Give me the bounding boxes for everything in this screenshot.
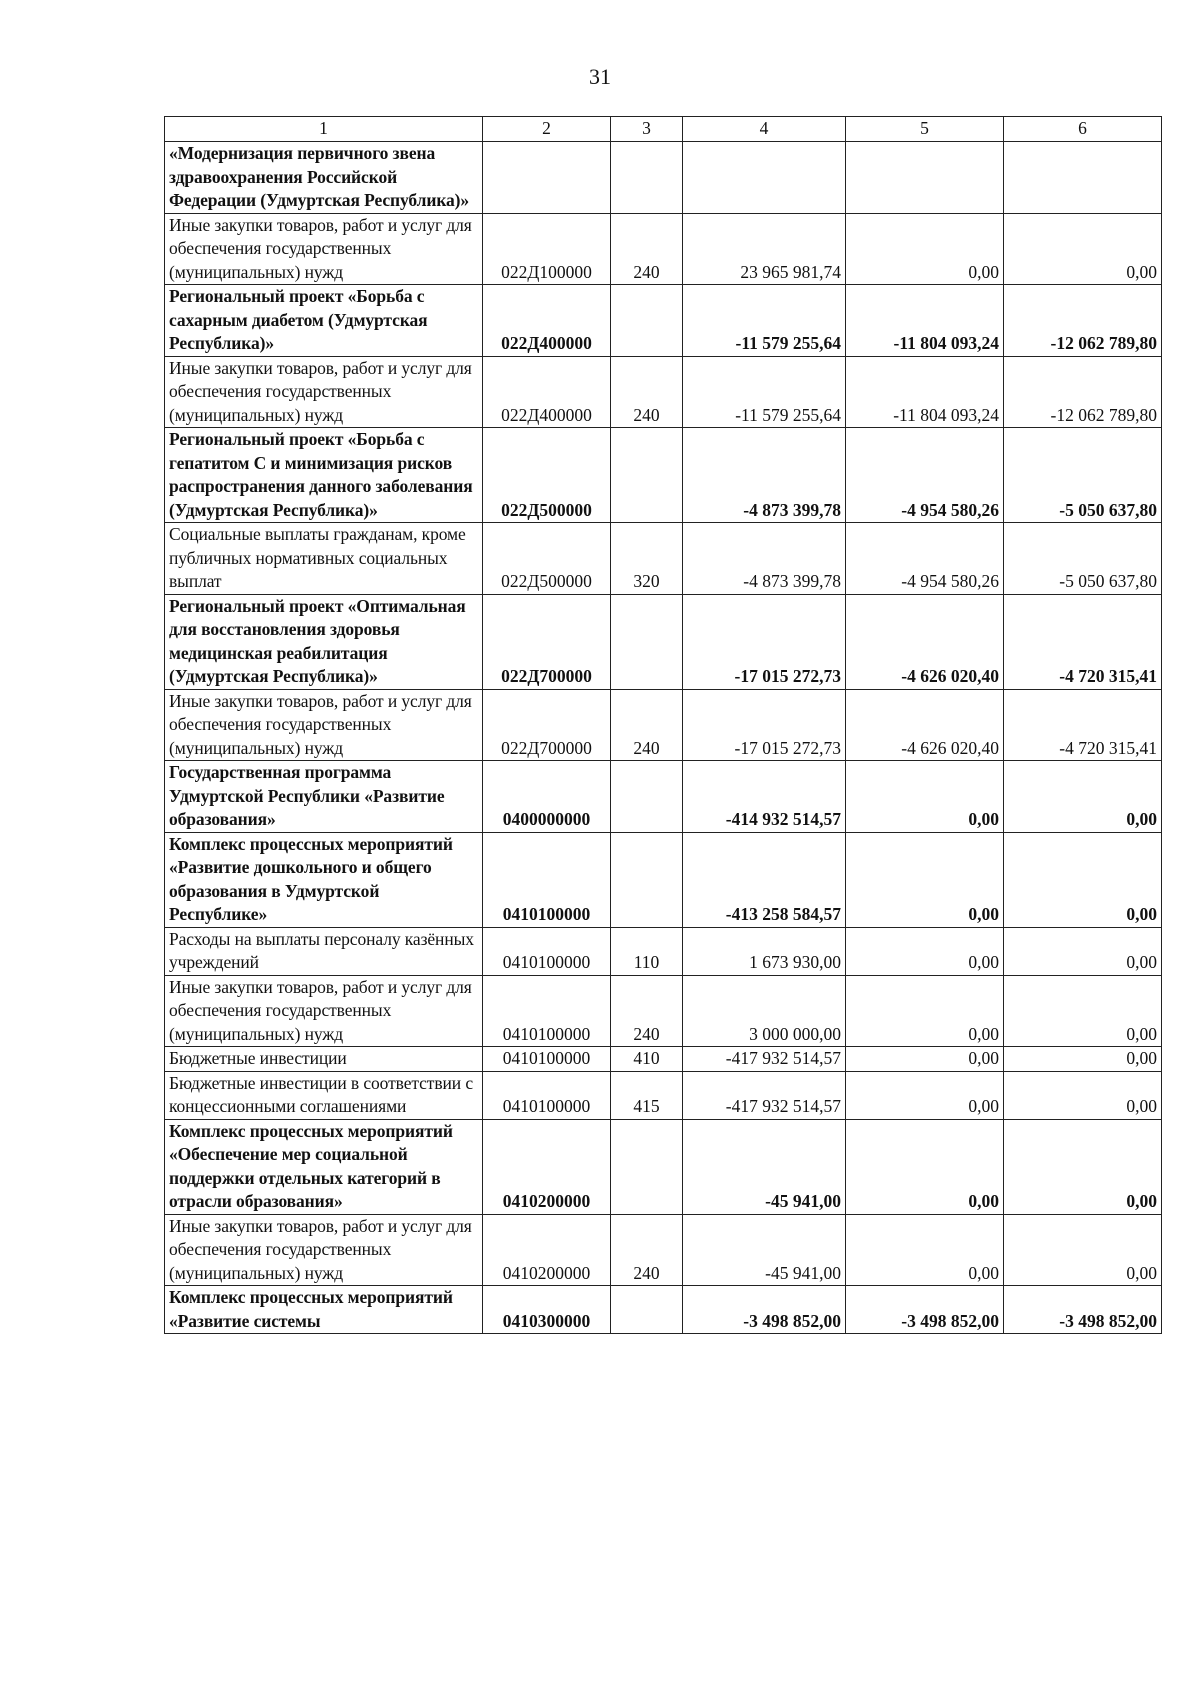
row-name-cell: Расходы на выплаты персоналу казённых учреждений [165, 927, 483, 975]
header-row [165, 117, 1162, 142]
budget-table [164, 116, 1162, 1334]
row-amount-col4-cell: -413 258 584,57 [683, 832, 846, 927]
row-name-cell: Региональный проект «Борьба с сахарным диабетом (Удмуртская Республика)» [165, 285, 483, 357]
row-amount-col6-cell: -4 720 315,41 [1004, 689, 1162, 761]
row-amount-col5-cell [846, 142, 1004, 214]
row-name-cell: Иные закупки товаров, работ и услуг для обеспечения государственных (муниципальных) нужд [165, 689, 483, 761]
table-row [165, 523, 1162, 595]
table-row [165, 1071, 1162, 1119]
row-amount-col6-cell: -3 498 852,00 [1004, 1286, 1162, 1334]
row-amount-col4-cell: -17 015 272,73 [683, 594, 846, 689]
row-code-cell: 022Д500000 [483, 523, 611, 595]
row-amount-col4-cell: -414 932 514,57 [683, 761, 846, 833]
row-name-cell: Иные закупки товаров, работ и услуг для обеспечения государственных (муниципальных) нужд [165, 975, 483, 1047]
row-amount-col6-cell: 0,00 [1004, 1071, 1162, 1119]
table-row [165, 285, 1162, 357]
row-code-cell: 0410200000 [483, 1214, 611, 1286]
row-amount-col4-cell: -4 873 399,78 [683, 428, 846, 523]
row-name-cell: Региональный проект «Борьба с гепатитом С и минимизация рисков распространения данного заболевания (Удмуртская Республика)» [165, 428, 483, 523]
row-amount-col4-cell: -45 941,00 [683, 1119, 846, 1214]
row-name-cell: Бюджетные инвестиции [165, 1047, 483, 1072]
column-header: 5 [846, 117, 1004, 142]
table-row [165, 213, 1162, 285]
row-amount-col4-cell: -17 015 272,73 [683, 689, 846, 761]
row-expense-type-cell [611, 594, 683, 689]
row-expense-type-cell: 240 [611, 975, 683, 1047]
row-amount-col5-cell: -3 498 852,00 [846, 1286, 1004, 1334]
row-expense-type-cell [611, 761, 683, 833]
row-expense-type-cell: 240 [611, 1214, 683, 1286]
row-name-cell: Иные закупки товаров, работ и услуг для обеспечения государственных (муниципальных) нужд [165, 1214, 483, 1286]
table-row [165, 975, 1162, 1047]
row-name-cell: Комплекс процессных мероприятий «Развитие системы [165, 1286, 483, 1334]
row-amount-col5-cell: 0,00 [846, 1119, 1004, 1214]
row-name-cell: Иные закупки товаров, работ и услуг для обеспечения государственных (муниципальных) нужд [165, 356, 483, 428]
table-row [165, 832, 1162, 927]
row-amount-col5-cell: -11 804 093,24 [846, 285, 1004, 357]
row-amount-col5-cell: 0,00 [846, 213, 1004, 285]
row-expense-type-cell [611, 428, 683, 523]
column-header: 4 [683, 117, 846, 142]
row-expense-type-cell: 240 [611, 689, 683, 761]
row-amount-col5-cell: -4 954 580,26 [846, 428, 1004, 523]
row-amount-col5-cell: -4 626 020,40 [846, 594, 1004, 689]
table-row [165, 594, 1162, 689]
row-name-cell: Социальные выплаты гражданам, кроме публичных нормативных социальных выплат [165, 523, 483, 595]
row-amount-col4-cell: -3 498 852,00 [683, 1286, 846, 1334]
page-number: 31 [589, 64, 611, 89]
row-code-cell: 022Д100000 [483, 213, 611, 285]
row-amount-col6-cell: 0,00 [1004, 1047, 1162, 1072]
row-expense-type-cell [611, 285, 683, 357]
row-name-cell: Бюджетные инвестиции в соответствии с концессионными соглашениями [165, 1071, 483, 1119]
column-header: 6 [1004, 117, 1162, 142]
row-amount-col6-cell: 0,00 [1004, 927, 1162, 975]
row-amount-col6-cell: -4 720 315,41 [1004, 594, 1162, 689]
row-amount-col6-cell: -12 062 789,80 [1004, 356, 1162, 428]
row-name-cell: Иные закупки товаров, работ и услуг для обеспечения государственных (муниципальных) нужд [165, 213, 483, 285]
row-expense-type-cell: 240 [611, 356, 683, 428]
table-row [165, 761, 1162, 833]
row-amount-col5-cell: -4 954 580,26 [846, 523, 1004, 595]
table-row [165, 428, 1162, 523]
row-amount-col4-cell: 1 673 930,00 [683, 927, 846, 975]
table-row [165, 142, 1162, 214]
column-header: 3 [611, 117, 683, 142]
row-name-cell: «Модернизация первичного звена здравоохранения Российской Федерации (Удмуртская Республика)» [165, 142, 483, 214]
row-amount-col5-cell: -4 626 020,40 [846, 689, 1004, 761]
row-expense-type-cell: 240 [611, 213, 683, 285]
row-code-cell: 0410100000 [483, 832, 611, 927]
row-amount-col4-cell: 3 000 000,00 [683, 975, 846, 1047]
row-expense-type-cell: 320 [611, 523, 683, 595]
row-code-cell: 0410200000 [483, 1119, 611, 1214]
row-amount-col5-cell: 0,00 [846, 1071, 1004, 1119]
table-row [165, 1119, 1162, 1214]
row-code-cell: 0400000000 [483, 761, 611, 833]
row-code-cell: 0410100000 [483, 1071, 611, 1119]
row-code-cell: 022Д400000 [483, 285, 611, 357]
row-amount-col5-cell: 0,00 [846, 927, 1004, 975]
row-name-cell: Комплекс процессных мероприятий «Обеспечение мер социальной поддержки отдельных категорий в отрасли образования» [165, 1119, 483, 1214]
row-name-cell: Региональный проект «Оптимальная для восстановления здоровья медицинская реабилитация (Удмуртская Республика)» [165, 594, 483, 689]
row-code-cell: 022Д700000 [483, 689, 611, 761]
row-code-cell: 0410300000 [483, 1286, 611, 1334]
row-code-cell: 0410100000 [483, 927, 611, 975]
row-amount-col4-cell: -417 932 514,57 [683, 1071, 846, 1119]
row-code-cell: 022Д400000 [483, 356, 611, 428]
row-code-cell: 022Д500000 [483, 428, 611, 523]
row-expense-type-cell [611, 832, 683, 927]
row-amount-col4-cell: -11 579 255,64 [683, 285, 846, 357]
row-amount-col4-cell [683, 142, 846, 214]
row-amount-col4-cell: -11 579 255,64 [683, 356, 846, 428]
column-header: 1 [165, 117, 483, 142]
row-amount-col6-cell: 0,00 [1004, 832, 1162, 927]
row-amount-col6-cell: 0,00 [1004, 1214, 1162, 1286]
row-code-cell: 0410100000 [483, 1047, 611, 1072]
row-name-cell: Комплекс процессных мероприятий «Развитие дошкольного и общего образования в Удмуртской Республике» [165, 832, 483, 927]
row-amount-col5-cell: 0,00 [846, 761, 1004, 833]
table-row [165, 1286, 1162, 1334]
row-amount-col5-cell: 0,00 [846, 832, 1004, 927]
row-amount-col5-cell: 0,00 [846, 975, 1004, 1047]
table-row [165, 689, 1162, 761]
column-header: 2 [483, 117, 611, 142]
row-amount-col6-cell [1004, 142, 1162, 214]
row-code-cell [483, 142, 611, 214]
row-expense-type-cell [611, 1119, 683, 1214]
row-expense-type-cell: 415 [611, 1071, 683, 1119]
row-amount-col5-cell: 0,00 [846, 1047, 1004, 1072]
table-row [165, 1214, 1162, 1286]
table-body [165, 142, 1162, 1334]
table-row [165, 927, 1162, 975]
row-amount-col6-cell: 0,00 [1004, 975, 1162, 1047]
row-expense-type-cell: 410 [611, 1047, 683, 1072]
row-amount-col6-cell: -12 062 789,80 [1004, 285, 1162, 357]
row-amount-col4-cell: 23 965 981,74 [683, 213, 846, 285]
table-row [165, 1047, 1162, 1072]
row-amount-col5-cell: 0,00 [846, 1214, 1004, 1286]
row-amount-col4-cell: -4 873 399,78 [683, 523, 846, 595]
row-expense-type-cell [611, 1286, 683, 1334]
row-code-cell: 0410100000 [483, 975, 611, 1047]
table-row [165, 356, 1162, 428]
row-amount-col6-cell: 0,00 [1004, 1119, 1162, 1214]
row-name-cell: Государственная программа Удмуртской Республики «Развитие образования» [165, 761, 483, 833]
row-expense-type-cell [611, 142, 683, 214]
row-amount-col5-cell: -11 804 093,24 [846, 356, 1004, 428]
row-amount-col6-cell: -5 050 637,80 [1004, 428, 1162, 523]
row-amount-col6-cell: 0,00 [1004, 761, 1162, 833]
row-code-cell: 022Д700000 [483, 594, 611, 689]
row-amount-col6-cell: -5 050 637,80 [1004, 523, 1162, 595]
row-amount-col4-cell: -417 932 514,57 [683, 1047, 846, 1072]
row-amount-col4-cell: -45 941,00 [683, 1214, 846, 1286]
row-amount-col6-cell: 0,00 [1004, 213, 1162, 285]
row-expense-type-cell: 110 [611, 927, 683, 975]
